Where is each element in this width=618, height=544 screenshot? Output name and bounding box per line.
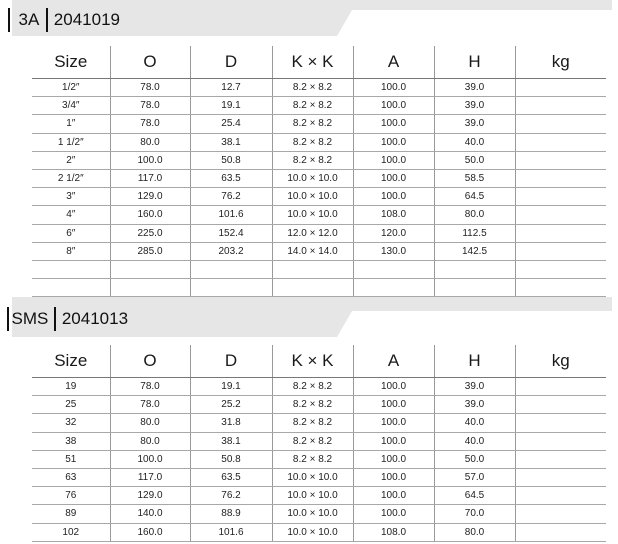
table-cell: 8.2 × 8.2 <box>272 378 353 396</box>
column-header: Size <box>32 46 110 79</box>
table-cell: 8.2 × 8.2 <box>272 414 353 432</box>
column-header: K × K <box>272 345 353 378</box>
column-header: A <box>353 46 434 79</box>
table-cell: 39.0 <box>434 97 515 115</box>
table-cell: 40.0 <box>434 133 515 151</box>
column-header: H <box>434 46 515 79</box>
table-row <box>32 115 606 133</box>
table-cell <box>434 279 515 297</box>
table-cell: 101.6 <box>190 206 272 224</box>
column-header: K × K <box>272 46 353 79</box>
table-cell: 63.5 <box>190 169 272 187</box>
table-cell: 100.0 <box>353 133 434 151</box>
table-cell: 3″ <box>32 188 110 206</box>
table-cell <box>32 260 110 278</box>
table-cell: 129.0 <box>110 487 190 505</box>
table-cell: 2″ <box>32 151 110 169</box>
table-cell: 40.0 <box>434 414 515 432</box>
table-cell: 108.0 <box>353 206 434 224</box>
table-cell: 32 <box>32 414 110 432</box>
column-header: kg <box>515 46 606 79</box>
table-cell: 8″ <box>32 242 110 260</box>
table-cell: 8.2 × 8.2 <box>272 396 353 414</box>
table-cell: 8.2 × 8.2 <box>272 432 353 450</box>
table-cell: 25.2 <box>190 396 272 414</box>
table-cell <box>515 487 606 505</box>
standard-label: 3A <box>18 10 40 29</box>
table-cell <box>515 97 606 115</box>
table-cell: 8.2 × 8.2 <box>272 97 353 115</box>
table-cell: 38.1 <box>190 432 272 450</box>
table-cell: 117.0 <box>110 169 190 187</box>
table-cell <box>190 260 272 278</box>
table-row <box>32 242 606 260</box>
table-cell: 100.0 <box>353 151 434 169</box>
table-cell: 58.5 <box>434 169 515 187</box>
table-cell: 8.2 × 8.2 <box>272 133 353 151</box>
table-cell: 225.0 <box>110 224 190 242</box>
table-cell: 100.0 <box>353 468 434 486</box>
column-header: O <box>110 345 190 378</box>
table-cell: 50.0 <box>434 151 515 169</box>
column-header: kg <box>515 345 606 378</box>
table-cell: 1″ <box>32 115 110 133</box>
table-cell <box>515 188 606 206</box>
table-cell: 80.0 <box>110 133 190 151</box>
table-cell: 8.2 × 8.2 <box>272 79 353 97</box>
table-row <box>32 432 606 450</box>
table-cell <box>353 279 434 297</box>
table-cell: 2 1/2″ <box>32 169 110 187</box>
table-cell <box>515 206 606 224</box>
header-row <box>32 46 606 79</box>
table-cell: 78.0 <box>110 97 190 115</box>
table-cell: 78.0 <box>110 396 190 414</box>
table-row <box>32 378 606 396</box>
table-cell: 8.2 × 8.2 <box>272 151 353 169</box>
table-cell: 100.0 <box>353 188 434 206</box>
table-cell <box>515 279 606 297</box>
table-row <box>32 260 606 278</box>
table-cell <box>110 260 190 278</box>
table-cell: 64.5 <box>434 188 515 206</box>
table-row <box>32 224 606 242</box>
table-cell: 100.0 <box>353 115 434 133</box>
column-header: Size <box>32 345 110 378</box>
table-cell: 80.0 <box>434 523 515 541</box>
table-cell: 14.0 × 14.0 <box>272 242 353 260</box>
table-cell: 203.2 <box>190 242 272 260</box>
table-cell <box>515 260 606 278</box>
column-header: H <box>434 345 515 378</box>
section-title <box>8 6 120 34</box>
table-cell: 10.0 × 10.0 <box>272 206 353 224</box>
standard-label: SMS <box>11 309 49 328</box>
table-cell: 142.5 <box>434 242 515 260</box>
table-cell: 19.1 <box>190 97 272 115</box>
table-cell: 88.9 <box>190 505 272 523</box>
table-cell <box>515 396 606 414</box>
table-row <box>32 414 606 432</box>
table-cell: 25 <box>32 396 110 414</box>
table-cell: 38.1 <box>190 133 272 151</box>
table-cell: 40.0 <box>434 432 515 450</box>
table-row <box>32 79 606 97</box>
table-cell: 78.0 <box>110 378 190 396</box>
table-cell: 112.5 <box>434 224 515 242</box>
table-cell: 70.0 <box>434 505 515 523</box>
table-cell: 80.0 <box>110 414 190 432</box>
table-cell: 38 <box>32 432 110 450</box>
table-cell <box>515 450 606 468</box>
table-row <box>32 450 606 468</box>
spec-table-sms <box>32 345 606 542</box>
table-row <box>32 523 606 541</box>
table-cell: 100.0 <box>353 432 434 450</box>
table-cell <box>272 279 353 297</box>
table-cell <box>515 169 606 187</box>
table-cell: 4″ <box>32 206 110 224</box>
table-cell: 100.0 <box>353 396 434 414</box>
table-cell: 63 <box>32 468 110 486</box>
table-cell <box>110 279 190 297</box>
table-cell: 50.0 <box>434 450 515 468</box>
table-row <box>32 169 606 187</box>
table-cell: 10.0 × 10.0 <box>272 169 353 187</box>
column-header: D <box>190 46 272 79</box>
table-cell: 57.0 <box>434 468 515 486</box>
column-header: D <box>190 345 272 378</box>
column-header: O <box>110 46 190 79</box>
table-cell: 100.0 <box>353 505 434 523</box>
table-row <box>32 487 606 505</box>
table-cell <box>190 279 272 297</box>
table-cell: 12.7 <box>190 79 272 97</box>
table-cell <box>515 378 606 396</box>
table-cell <box>272 260 353 278</box>
table-cell: 160.0 <box>110 206 190 224</box>
table-cell: 100.0 <box>110 151 190 169</box>
table-cell: 3/4″ <box>32 97 110 115</box>
table-cell <box>353 260 434 278</box>
table-cell: 10.0 × 10.0 <box>272 487 353 505</box>
table-cell: 31.8 <box>190 414 272 432</box>
table-cell: 19 <box>32 378 110 396</box>
table-cell: 10.0 × 10.0 <box>272 468 353 486</box>
table-row <box>32 97 606 115</box>
table-body <box>32 79 606 297</box>
table-row <box>32 206 606 224</box>
table-cell: 39.0 <box>434 115 515 133</box>
table-cell: 80.0 <box>110 432 190 450</box>
table-cell <box>32 279 110 297</box>
table-cell: 80.0 <box>434 206 515 224</box>
table-cell: 63.5 <box>190 468 272 486</box>
table-cell: 152.4 <box>190 224 272 242</box>
table-cell: 100.0 <box>353 450 434 468</box>
table-row <box>32 279 606 297</box>
table-cell: 100.0 <box>353 79 434 97</box>
table-cell: 101.6 <box>190 523 272 541</box>
table-cell: 39.0 <box>434 378 515 396</box>
table-cell: 64.5 <box>434 487 515 505</box>
table-cell: 10.0 × 10.0 <box>272 188 353 206</box>
table-cell <box>515 505 606 523</box>
table-cell: 117.0 <box>110 468 190 486</box>
table-cell <box>515 133 606 151</box>
column-header: A <box>353 345 434 378</box>
table-cell: 140.0 <box>110 505 190 523</box>
table-cell: 51 <box>32 450 110 468</box>
table-cell: 76 <box>32 487 110 505</box>
table-cell: 89 <box>32 505 110 523</box>
table-cell <box>515 468 606 486</box>
table-cell: 100.0 <box>353 378 434 396</box>
table-cell: 78.0 <box>110 115 190 133</box>
table-cell <box>515 79 606 97</box>
table-cell: 76.2 <box>190 487 272 505</box>
table-cell <box>434 260 515 278</box>
table-cell <box>515 151 606 169</box>
table-cell: 8.2 × 8.2 <box>272 450 353 468</box>
table-cell: 78.0 <box>110 79 190 97</box>
spec-table-3a <box>32 46 606 297</box>
table-cell: 50.8 <box>190 151 272 169</box>
product-code: 2041019 <box>53 10 120 29</box>
table-cell: 100.0 <box>353 487 434 505</box>
table-cell: 100.0 <box>353 414 434 432</box>
table-cell <box>515 523 606 541</box>
table-cell: 100.0 <box>353 169 434 187</box>
table-header <box>32 46 606 79</box>
product-code: 2041013 <box>61 309 129 328</box>
table-row <box>32 468 606 486</box>
table-cell: 39.0 <box>434 396 515 414</box>
table-header <box>32 345 606 378</box>
table-row <box>32 151 606 169</box>
header-row <box>32 345 606 378</box>
table-cell: 129.0 <box>110 188 190 206</box>
table-cell: 10.0 × 10.0 <box>272 523 353 541</box>
table-cell: 8.2 × 8.2 <box>272 115 353 133</box>
section-title <box>7 305 128 333</box>
table-row <box>32 133 606 151</box>
table-cell: 6″ <box>32 224 110 242</box>
table-row <box>32 396 606 414</box>
table-cell <box>515 115 606 133</box>
table-cell <box>515 414 606 432</box>
table-row <box>32 505 606 523</box>
table-cell: 285.0 <box>110 242 190 260</box>
table-cell <box>515 432 606 450</box>
table-cell: 108.0 <box>353 523 434 541</box>
table-row <box>32 188 606 206</box>
table-cell <box>515 242 606 260</box>
table-cell: 50.8 <box>190 450 272 468</box>
table-cell: 10.0 × 10.0 <box>272 505 353 523</box>
table-cell: 130.0 <box>353 242 434 260</box>
table-cell: 102 <box>32 523 110 541</box>
table-cell: 1/2″ <box>32 79 110 97</box>
table-cell: 19.1 <box>190 378 272 396</box>
table-body <box>32 378 606 542</box>
table-cell <box>515 224 606 242</box>
table-cell: 76.2 <box>190 188 272 206</box>
table-cell: 100.0 <box>110 450 190 468</box>
table-cell: 1 1/2″ <box>32 133 110 151</box>
table-cell: 25.4 <box>190 115 272 133</box>
table-cell: 160.0 <box>110 523 190 541</box>
table-cell: 100.0 <box>353 97 434 115</box>
table-cell: 39.0 <box>434 79 515 97</box>
table-cell: 12.0 × 12.0 <box>272 224 353 242</box>
table-cell: 120.0 <box>353 224 434 242</box>
